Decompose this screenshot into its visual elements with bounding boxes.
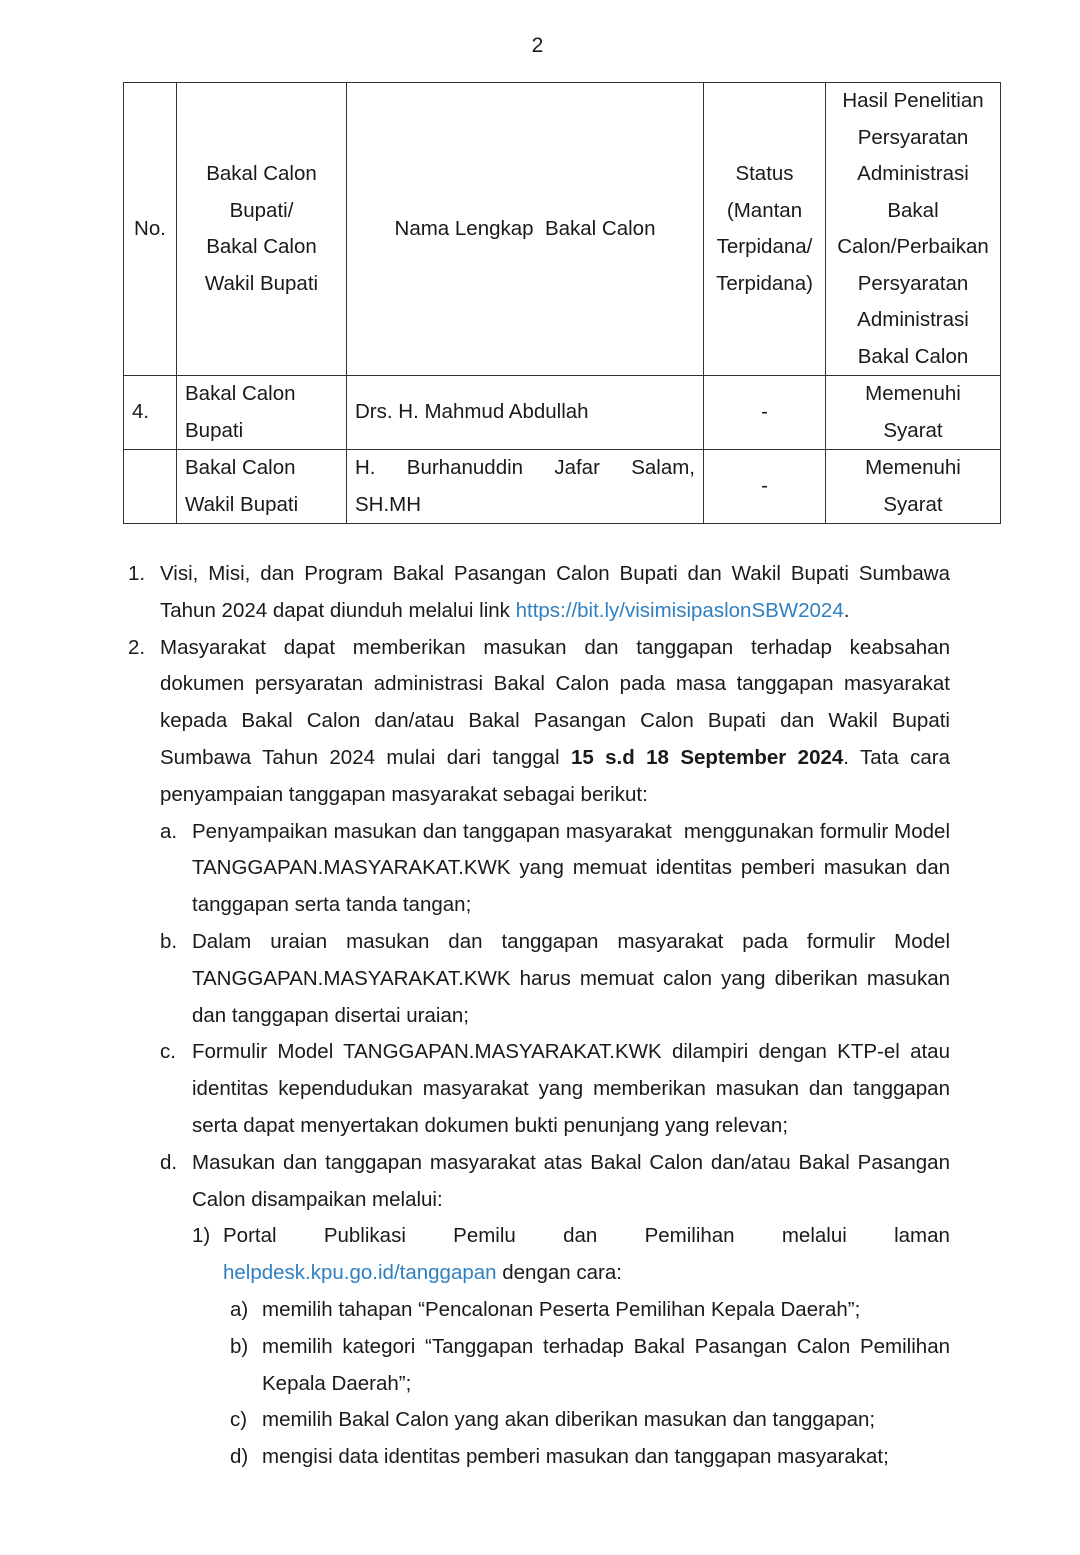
list-item [160,1145,950,1219]
word: Pemilihan [644,1224,735,1248]
name-word: H. [355,456,376,479]
list-item [230,1292,950,1329]
list-marker: 1. [128,562,146,585]
list-marker: a. [160,819,178,843]
cell-position [177,450,347,524]
list-item [128,556,950,630]
header-status-line: Status [735,162,794,185]
list-marker: c. [160,1040,176,1064]
header-result-line: Hasil Penelitian [842,89,984,112]
header-position-line: Bupati/ [229,198,294,222]
list-marker: a) [230,1297,249,1321]
name-word: Jafar [554,456,600,479]
cell-name [347,450,704,524]
cell-result-line: Syarat [883,418,943,442]
list-marker: d) [230,1445,249,1469]
list-marker: d. [160,1150,178,1174]
table-header-row [124,83,1001,376]
item-text: Penyampaikan masukan dan tanggapan masyarakat menggunakan formulir Model TANGGAPAN.MASYARAKAT.KWK yang memuat identitas pemberi masukan dan tanggapan serta tanda tangan; [192,819,956,917]
list-marker: 1) [192,1224,211,1248]
header-result [826,83,1001,376]
header-result-line: Persyaratan [857,125,969,149]
cell-position [177,376,347,450]
header-result-line: Persyaratan [857,271,969,295]
cell-result-line: Memenuhi [865,456,961,479]
announcement-body [128,556,956,1476]
item-text: memilih Bakal Calon yang akan diberikan masukan dan tanggapan; [262,1408,876,1432]
list-item [230,1402,950,1439]
spread-line [223,1218,950,1255]
item-text: memilih kategori “Tanggapan terhadap Bakal Pasangan Calon Pemilihan Kepala Daerah”; [262,1334,950,1395]
helpdesk-link[interactable]: helpdesk.kpu.go.id/tanggapan [223,1261,497,1285]
header-position-line: Bakal Calon [206,235,317,258]
header-position-line: Wakil Bupati [204,271,319,295]
header-result-line: Bakal Calon [857,344,969,368]
cell-position-line: Wakil Bupati [185,492,299,516]
word: laman [894,1224,950,1248]
item-text: dengan cara: [496,1261,622,1285]
header-status [704,83,826,376]
cell-status: - [704,450,826,524]
cell-position-line: Bupati [185,418,244,442]
item-text: Dalam uraian masukan dan tanggapan masyarakat pada formulir Model TANGGAPAN.MASYARAKAT.KWK harus memuat calon yang diberikan masukan dan tanggapan disertai uraian; [192,929,950,1027]
item-text: Visi, Misi, dan Program Bakal Pasangan Calon Bupati dan Wakil Bupati Sumbawa Tahun 2024 dapat diunduh melalui link [160,562,950,622]
header-result-line: Administrasi [857,308,969,331]
cell-position-line: Bakal Calon [185,456,296,479]
item-text: Formulir Model TANGGAPAN.MASYARAKAT.KWK dilampiri dengan KTP-el atau identitas kependudukan masyarakat yang memberikan masukan dan tanggapan serta dapat menyertakan dokumen bukti penunjang yang relevan; [192,1040,950,1137]
date-range: 15 s.d 18 September 2024 [570,745,844,769]
list-item [160,924,950,1034]
item-text: memilih tahapan “Pencalonan Peserta Pemilihan Kepala Daerah”; [262,1297,861,1321]
cell-no: 4. [124,376,177,450]
header-status-line: Terpidana/ [716,235,813,258]
header-name: Nama Lengkap Bakal Calon [347,83,704,376]
cell-name-line [355,450,695,487]
list-item [160,1034,950,1144]
list-marker: c) [230,1408,248,1432]
item-text: Masyarakat dapat memberikan masukan dan tanggapan terhadap keabsahan dokumen persyaratan administrasi Bakal Calon pada masa tanggapan masyarakat kepada Bakal Calon dan/atau Bakal Pasangan Calon Bupati dan Wakil Bupati Sumbawa Tahun 2024 mulai dari tanggal [160,635,950,769]
word: melalui [781,1224,847,1248]
cell-result [826,450,1001,524]
item-text: Masukan dan tanggapan masyarakat atas Bakal Calon dan/atau Bakal Pasangan Calon disampaikan melalui: [192,1150,950,1211]
word: Pemilu [453,1224,516,1248]
header-result-line: Administrasi [857,162,969,185]
item-text: . Tata cara penyampaian tanggapan masyarakat sebagai berikut: [160,745,950,806]
header-status-line: Terpidana) [716,271,813,295]
cell-position-line: Bakal Calon [185,382,296,405]
table-row [124,376,1001,450]
cell-result [826,376,1001,450]
cell-result-line: Syarat [883,492,943,516]
candidate-table [123,82,1001,524]
cell-no [124,450,177,524]
word: Publikasi [323,1224,406,1248]
list-marker: b) [230,1334,249,1358]
list-item [128,630,950,814]
page-number: 2 [531,34,544,57]
word: dan [563,1224,598,1248]
word: Portal [223,1224,277,1248]
list-item [160,814,956,924]
cell-status: - [704,376,826,450]
header-result-line: Calon/Perbaikan [837,235,989,258]
name-word: Salam, [631,456,695,479]
header-status-line: (Mantan [726,198,803,222]
list-item [230,1439,950,1476]
item-text: mengisi data identitas pemberi masukan dan tanggapan masyarakat; [262,1445,889,1469]
name-word: Burhanuddin [406,456,524,479]
list-item [192,1218,950,1292]
download-link[interactable]: https://bit.ly/visimisipaslonSBW2024 [515,598,844,622]
table-row [124,450,1001,524]
list-marker: 2. [128,635,146,659]
header-position [177,83,347,376]
header-position-line: Bakal Calon [206,162,317,185]
header-result-line: Bakal [887,198,939,222]
list-item [230,1329,950,1403]
list-marker: b. [160,929,178,953]
cell-name-line: SH.MH [355,492,422,516]
cell-name: Drs. H. Mahmud Abdullah [347,376,704,450]
header-no: No. [124,83,177,376]
item-text: . [843,598,850,622]
cell-result-line: Memenuhi [865,382,961,405]
